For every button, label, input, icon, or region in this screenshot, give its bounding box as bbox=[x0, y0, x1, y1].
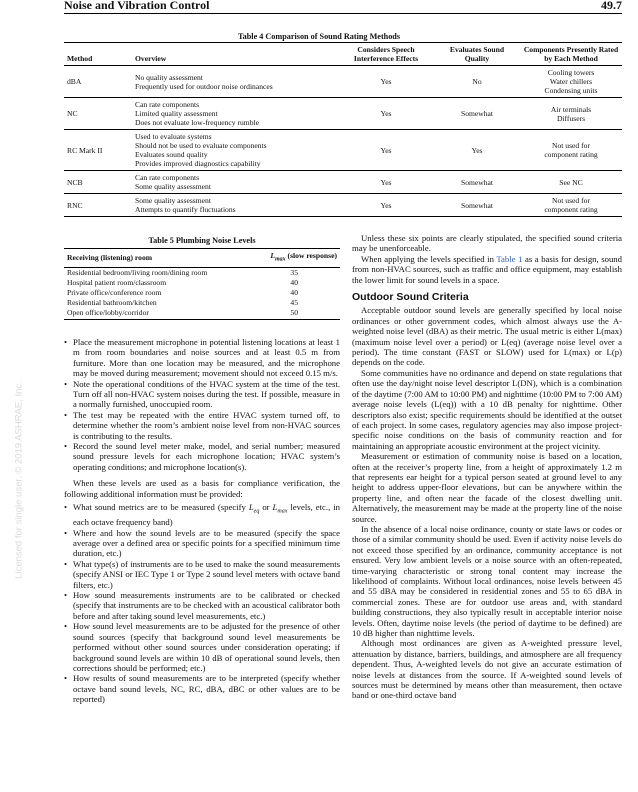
paragraph: When applying the levels specified in Table 1 as a basis for design, sound from non-HVAC sources, such as traffic and office equipment, may establish the lower limit for sound levels in a space. bbox=[352, 253, 622, 285]
table-row bbox=[64, 171, 622, 194]
table-cell: Not used for component rating bbox=[520, 130, 622, 171]
table-cell: No quality assessment Frequently used for outdoor noise ordinances bbox=[132, 66, 338, 98]
list-item: • What sound metrics are to be measured (specify $L_{eq}$ or $L_{max}$ levels, etc., in each octave frequency band) bbox=[64, 502, 340, 528]
table4-caption: Table 4 Comparison of Sound Rating Methods bbox=[237, 32, 401, 41]
paragraph: Measurement or estimation of community noise is based on a location, often at the receiver’s property line, from a height of approximately 1.2 m that represents ear height for a typical person seated at ground level to any height to address upper-floor elevations, but can be anywhere within the property line, and often near the facade of the closest dwelling unit. Alternatively, the measurement may be made at the property line of the noise source. bbox=[352, 451, 622, 524]
table4-header-components: Components Presently Rated by Each Method bbox=[520, 43, 622, 66]
table-row bbox=[64, 308, 340, 320]
section-heading-outdoor-sound-criteria: Outdoor Sound Criteria bbox=[352, 291, 469, 304]
table-cell-room: Residential bedroom/living room/dining room bbox=[67, 268, 208, 278]
table-cell: Used to evaluate systems Should not be used to evaluate components Evaluates sound quality Provides improved diagnostics capability bbox=[132, 130, 338, 171]
table-cell: Yes bbox=[434, 130, 520, 171]
table-cell-room: Hospital patient room/classroom bbox=[67, 278, 167, 288]
running-header bbox=[64, 0, 622, 14]
left-column bbox=[64, 337, 340, 705]
table-cell-level: 40 bbox=[290, 288, 298, 298]
list-item: • What type(s) of instruments are to be used to make the sound measurements (specify ANSI or IEC Type 1 or Type 2 sound level meters with octave band filters, etc.) bbox=[64, 558, 340, 590]
list-item: • How sound level measurements are to be adjusted for the presence of other sound sources (specify that background sound level measurements be performed without other sound sources under consideration operating; if background sound levels are within 10 dB of operational sound levels, then corrections should be performed; etc.) bbox=[64, 621, 340, 673]
page-number: 49.7 bbox=[601, 0, 622, 12]
table-cell-level: 45 bbox=[290, 298, 298, 308]
table5-plumbing-noise-levels bbox=[64, 248, 340, 320]
paragraph: In the absence of a local noise ordinance, county or state laws or codes or those of a similar community should be used. Even if activity noise levels do not exceed those specified by an ordinance, community acceptance is not ensured. Very low ambient levels or a noise source with an often-repeated, time-varying characteristic or strong tonal content may increase the likelihood of complaints. Without local ordinances, noise levels between 45 and 55 dBA may be considered in residential zones and 55 to 65 dBA in commercial zones. These are for outdoor use areas and, with standard building constructions, they also typically result in acceptable interior noise levels. Often, daytime noise levels (the period of daytime to be defined) are 10 dB higher than nighttime levels. bbox=[352, 523, 622, 639]
table-cell: Yes bbox=[338, 171, 434, 194]
table-cell: Yes bbox=[338, 194, 434, 217]
table-cell: See NC bbox=[520, 171, 622, 194]
list-item: • Where and how the sound levels are to be measured (specify the space average over a defined area or specific points for a specified minimum time duration, etc.) bbox=[64, 527, 340, 559]
table4-header-method: Method bbox=[64, 43, 132, 66]
compliance-requirements-list bbox=[64, 502, 340, 528]
table4-header-quality: Evaluates Sound Quality bbox=[434, 43, 520, 66]
table-cell: Somewhat bbox=[434, 171, 520, 194]
paragraph: Although most ordinances are given as A-weighted pressure level, attenuation by distance, barriers, buildings, and atmosphere are all frequency dependent. Thus, A-weighted levels do not give an accurate estimation of noise levels at distances from the source. If A-weighted sound levels of sources must be determined by means other than measurement, then octave band or one-third octave band bbox=[352, 638, 622, 701]
table5-header-room: Receiving (listening) room bbox=[64, 249, 248, 268]
table5-header-level: $L_{max}$ (slow response) bbox=[248, 249, 340, 268]
table-cell: NCB bbox=[64, 171, 132, 194]
table-cell: Some quality assessment Attempts to quantify fluctuations bbox=[132, 194, 338, 217]
paragraph: Acceptable outdoor sound levels are generally specified by local noise ordinances or other government codes, which almost always use the A-weighted noise level (dBA) as their metric. The usual metric is either L(max) (maximum noise level over a period) or L(eq) (average noise level over a period). The time constant (FAST or SLOW) used for L(max) or L(p) depends on the code. bbox=[352, 305, 622, 368]
table1-link[interactable]: Table 1 bbox=[496, 253, 523, 264]
table-cell: Yes bbox=[338, 66, 434, 98]
table5-caption: Table 5 Plumbing Noise Levels bbox=[148, 236, 256, 245]
table-cell-level: 40 bbox=[290, 278, 298, 288]
table-row bbox=[64, 278, 340, 288]
paragraph: Unless these six points are clearly stipulated, the specified sound criteria may be unenforceable. bbox=[352, 233, 622, 254]
table-cell-room: Residential bathroom/kitchen bbox=[67, 298, 157, 308]
table-cell: Not used for component rating bbox=[520, 194, 622, 217]
table4-header-speech: Considers Speech Interference Effects bbox=[338, 43, 434, 66]
table-cell: Somewhat bbox=[434, 194, 520, 217]
table4-sound-rating-methods bbox=[64, 42, 622, 217]
compliance-requirements-list-cont bbox=[64, 528, 340, 705]
list-item: • How sound measurements instruments are to be calibrated or checked (specify that instruments are to be checked with an acoustical calibrator both before and after taking sound level measurements, etc.) bbox=[64, 590, 340, 621]
table-row bbox=[64, 267, 340, 278]
table-cell: No bbox=[434, 66, 520, 98]
table-row bbox=[64, 66, 622, 98]
list-item: • The test may be repeated with the entire HVAC system turned off, to determine whether the room’s ambient noise level from non-HVAC sources is contributing to the results. bbox=[64, 409, 340, 441]
table-cell: Can rate components Limited quality assessment Does not evaluate low-frequency rumble bbox=[132, 98, 338, 130]
header-title: Noise and Vibration Control bbox=[64, 0, 210, 12]
table-row bbox=[64, 288, 340, 298]
list-item: • Place the measurement microphone in potential listening locations at least 1 m from room boundaries and noise sources and at least 0.5 m from furniture. More than one location may be measured, and the microphone may be moved during measurement; movement should not exceed 0.15 m/s. bbox=[64, 337, 340, 379]
compliance-paragraph: When these levels are used as a basis for compliance verification, the following additional information must be provided: bbox=[64, 478, 340, 499]
header-rule bbox=[64, 13, 622, 14]
table-cell: Air terminals Diffusers bbox=[520, 98, 622, 130]
table-cell: Yes bbox=[338, 130, 434, 171]
list-item: • Note the operational conditions of the HVAC system at the time of the test. Turn off all non-HVAC system noises during the test. If possible, measure in a normally furnished, unoccupied room. bbox=[64, 378, 340, 410]
table-cell-room: Private office/conference room bbox=[67, 288, 162, 298]
table-cell: Somewhat bbox=[434, 98, 520, 130]
list-item: • Record the sound level meter make, model, and serial number; measured sound pressure levels for each microphone location; HVAC system’s operating conditions; and microphone location(s). bbox=[64, 441, 340, 472]
measurement-steps-list bbox=[64, 337, 340, 472]
table-cell: NC bbox=[64, 98, 132, 130]
table-row bbox=[64, 98, 622, 130]
list-item: • How results of sound measurements are to be interpreted (specify whether octave band sound levels, NC, RC, dBA, dBC or other values are to be reported) bbox=[64, 673, 340, 705]
table-cell: RNC bbox=[64, 194, 132, 217]
table-cell: dBA bbox=[64, 66, 132, 98]
table-cell: Cooling towers Water chillers Condensing units bbox=[520, 66, 622, 98]
table-row bbox=[64, 130, 622, 171]
table-cell: Yes bbox=[338, 98, 434, 130]
table-row bbox=[64, 298, 340, 308]
paragraph: Some communities have no ordinance and depend on state regulations that often use the day/night noise level descriptor L(DN), which is a combination of the daytime (7:00 AM to 10:00 PM) and nighttime (10:00 PM to 7:00 AM) average noise levels (L(eq)) with a 10 dB penalty for nighttime. Other descriptors also exist; specific requirements should be identified at the outset of each project. In some cases, regulatory agencies may also impose project-specific noise conditions on the basis of community reaction and for maintaining an appropriate acoustic environment at the project vicinity. bbox=[352, 367, 622, 451]
table-cell: Can rate components Some quality assessment bbox=[132, 171, 338, 194]
table-cell: RC Mark II bbox=[64, 130, 132, 171]
table-cell-room: Open office/lobby/corridor bbox=[64, 308, 248, 320]
license-watermark: Licensed for single user. © 2019 ASHRAE, Inc. bbox=[13, 381, 25, 579]
table-cell-level: 35 bbox=[290, 268, 298, 278]
table-cell-level: 50 bbox=[248, 308, 340, 320]
table4-header-overview: Overview bbox=[132, 43, 338, 66]
right-column bbox=[352, 233, 622, 701]
table-row bbox=[64, 194, 622, 217]
